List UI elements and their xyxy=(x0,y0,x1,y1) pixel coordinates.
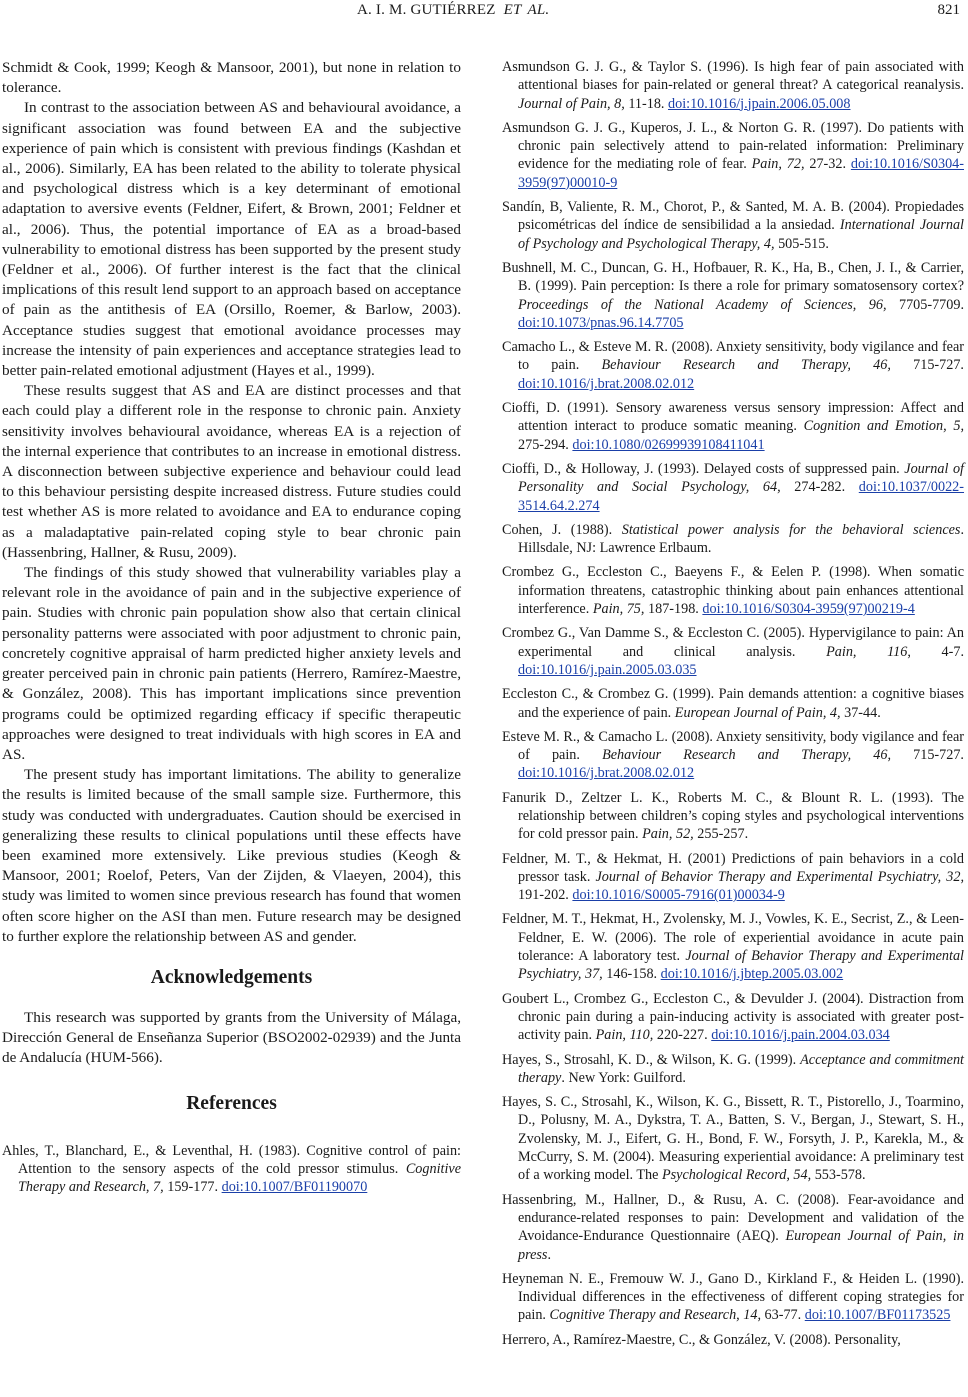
reference-text: Cioffi, D., & Holloway, J. (1993). Delayed costs of suppressed pain. xyxy=(502,460,905,477)
author-running-head: A. I. M. GUTIÉRREZ xyxy=(357,2,496,18)
reference-item xyxy=(502,399,964,454)
reference-pages: 7705-7709. xyxy=(886,296,964,313)
reference-text: Asmundson G. J. G., & Taylor S. (1996). Is high fear of pain associated with attentional biases for pain-related or general threat? A categorical reanalysis. xyxy=(502,59,964,94)
reference-text: Heyneman N. E., Fremouw W. J., Gano D., Kirkland F., & Heiden L. (1990). Individual differences in the effectiveness of different coping strategies for pain. xyxy=(502,1270,964,1324)
reference-journal: Cognitive Therapy and Research, 7, xyxy=(18,1160,461,1196)
reference-text: Bushnell, M. C., Duncan, G. H., Hofbauer, R. K., Ha, B., Chen, J. I., & Carrier, B. (1999). Pain perception: Is there a role for primary somatosensory cortex? xyxy=(502,259,964,295)
reference-item xyxy=(502,338,964,393)
acknowledgements-text: This research was supported by grants from the University of Málaga, Dirección General de Enseñanza Superior (BSO2002-02939) and the Junta de Andalucía (HUM-566). xyxy=(2,1008,461,1067)
reference-pages: 27-32. xyxy=(804,156,851,173)
reference-journal: Behaviour Research and Therapy, 46, xyxy=(601,357,891,374)
reference-journal: Statistical power analysis for the behavioral sciences xyxy=(621,521,961,538)
reference-journal: Pain, 116 xyxy=(826,643,908,660)
doi-link[interactable]: doi:10.1080/02699939108411041 xyxy=(572,436,765,453)
reference-item xyxy=(502,259,964,332)
doi-link[interactable]: doi:10.1037/0022-3514.64.2.274 xyxy=(518,479,965,514)
reference-text: Ahles, T., Blanchard, E., & Leventhal, H. (1983). Cognitive control of pain: Attention to the sensory aspects of the cold pressor stimulus. xyxy=(2,1142,461,1177)
al-italic: AL. xyxy=(527,2,550,18)
body-paragraph: The present study has important limitations. The ability to generalize the results is limited because of the small sample size. Furthermore, this study was conducted with undergraduates. Caution should be exercised in generalizing these results to clinical populations until these effects have been examined more extensively. Like previous studies (Keogh & Mansoor, 2001; Roelof, Peters, Van der Zijden, & Vlaeyen, 2004), this study was limited to women since previous research has found that women often score higher on the ASI than men. Future research may be designed to further explore the relationship between AS and gender. xyxy=(2,766,461,945)
reference-text: Fanurik D., Zeltzer L. K., Roberts M. C., & Blount R. L. (1993). The relationship between children’s coping styles and psychological interventions for cold pressor pain. xyxy=(502,789,964,843)
reference-item xyxy=(502,1051,964,1088)
reference-item xyxy=(502,789,964,844)
reference-pages: 275-294. xyxy=(518,436,573,453)
reference-journal: Pain, 75, xyxy=(592,601,645,618)
reference-item xyxy=(502,1191,964,1264)
reference-journal: European Journal of Pain, 4, xyxy=(674,704,841,721)
reference-journal: International Journal of Psychology and Psychological Therapy, 4, xyxy=(518,217,965,252)
reference-text: Hassenbring, M., Hallner, D., & Rusu, A. C. (2008). Fear-avoidance and endurance-related responses to pain: Development and validation of the Avoidance-Endurance Questionnaire (AEQ). xyxy=(502,1191,964,1245)
reference-text: Cohen, J. (1988). xyxy=(502,521,622,538)
et-italic: ET xyxy=(503,2,522,18)
reference-journal: Journal of Personality and Social Psychology, 64, xyxy=(518,460,964,496)
reference-journal: Journal of Pain, 8, xyxy=(518,95,625,112)
reference-journal: Pain, 52, xyxy=(642,826,694,843)
reference-item xyxy=(502,58,964,113)
body-paragraph: The findings of this study showed that vulnerability variables play a relevant role in the avoidance of pain and in the subjective experience of pain. Studies with chronic pain population show also that certain clinical personality patterns were associated with poor adjustment to chronic pain, concretely cognitive appraisal of harm predicted higher anxiety levels and greater perceived pain in chronic pain patients (Herrero, Ramírez-Maestre, & González, 2008). This has important implications since prevention programs could be optimized regarding efficacy if specific therapeutic approaches were designed to treat individuals with high scores in EA and AS. xyxy=(2,564,461,763)
reference-pages: 146-158. xyxy=(602,966,661,983)
reference-pages: . New York: Guilford. xyxy=(561,1069,686,1086)
reference-item xyxy=(502,990,964,1045)
running-head xyxy=(357,2,549,19)
references-heading: References xyxy=(186,1092,277,1114)
reference-pages: , 4-7. xyxy=(907,643,964,660)
reference-text: Feldner, M. T., & Hekmat, H. (2001) Predictions of pain behaviors in a cold pressor task. xyxy=(502,850,964,885)
reference-text: Asmundson G. J. G., Kuperos, J. L., & Norton G. R. (1997). Do patients with chronic pain selectively attend to pain-related information: Preliminary evidence for the mediating role of fear. xyxy=(502,119,964,173)
reference-item xyxy=(502,624,964,679)
reference-item xyxy=(502,1270,964,1325)
reference-pages: 255-257. xyxy=(693,826,749,843)
reference-text: Camacho L., & Esteve M. R. (2008). Anxiety sensitivity, body vigilance and fear to pain. xyxy=(502,339,964,374)
reference-text: Feldner, M. T., Hekmat, H., Zvolensky, M. J., Vowles, K. E., Secrist, Z., & Leen-Feldner, E. W. (2006). The role of experiential avoidance in acute pain tolerance: A laboratory test. xyxy=(502,911,964,965)
doi-link[interactable]: doi:10.1016/j.pain.2004.03.034 xyxy=(711,1027,890,1044)
reference-text: Crombez G., Van Damme S., & Eccleston C. (2005). Hypervigilance to pain: An experimental and clinical analysis. xyxy=(502,625,964,660)
doi-link[interactable]: doi:10.1016/S0005-7916(01)00034-9 xyxy=(572,887,785,904)
doi-link[interactable]: doi:10.1073/pnas.96.14.7705 xyxy=(518,314,684,331)
reference-pages: 11-18. xyxy=(624,95,669,112)
reference-item xyxy=(502,563,964,618)
reference-pages: . Hillsdale, NJ: Lawrence Erlbaum. xyxy=(518,521,964,557)
reference-pages: . xyxy=(547,1246,551,1263)
page-number: 821 xyxy=(937,2,960,18)
reference-journal: Proceedings of the National Academy of Sciences, 96, xyxy=(518,296,887,313)
running-header xyxy=(0,2,968,22)
reference-pages: 220-227. xyxy=(653,1027,712,1044)
reference-item xyxy=(502,198,964,253)
doi-link[interactable]: doi:10.1016/j.jpain.2006.05.008 xyxy=(668,95,851,112)
doi-link[interactable]: doi:10.1016/S0304-3959(97)00219-4 xyxy=(702,601,915,618)
reference-item xyxy=(502,850,964,905)
reference-journal: Behaviour Research and Therapy, 46, xyxy=(602,747,892,764)
reference-text: Herrero, A., Ramírez-Maestre, C., & González, V. (2008). Personality, xyxy=(502,1331,901,1348)
doi-link[interactable]: doi:10.1007/BF01190070 xyxy=(221,1179,368,1196)
doi-link[interactable]: doi:10.1016/j.pain.2005.03.035 xyxy=(518,661,697,678)
body-paragraph: In contrast to the association between AS and behavioural avoidance, a significant association was found between EA and the subjective experience of pain which is consistent with previous findings (Kashdan et al., 2006). Similarly, EA has been related to the ability to tolerate physical and psychological distress which is a key determinant of emotional adaptation to aversive events (Feldner, Eifert, & Brown, 2001; Feldner et al., 2006). Thus, the potential importance of EA as a broad-based vulnerability to emotional distress has been supported by the present study (Feldner et al., 2006). Of further interest is the fact that the clinical implications of this result lend support to an approach based on acceptance of pain as the antithesis of EA (Orsillo, Roemer, & Barlow, 2003). Acceptance studies suggest that emotional avoidance processes may increase the intensity of pain experiences and acceptance strategies lead to better pain-related emotional adjustment (Hayes et al., 1999). xyxy=(2,99,461,380)
reference-journal: Acceptance and commitment therapy xyxy=(518,1051,964,1086)
reference-text: Sandín, B, Valiente, R. M., Chorot, P., & Santed, M. A. B. (2004). Propiedades psicométricas del índice de sensibilidad a la ansiedad. xyxy=(502,199,964,234)
body-paragraph: Schmidt & Cook, 1999; Keogh & Mansoor, 2001), but none in relation to tolerance. xyxy=(2,59,461,97)
reference-pages: 274-282. xyxy=(780,479,859,496)
reference-text: Esteve M. R., & Camacho L. (2008). Anxiety sensitivity, body vigilance and fear of pain. xyxy=(502,728,964,764)
reference-text: Eccleston C., & Crombez G. (1999). Pain demands attention: a cognitive biases and the experience of pain. xyxy=(502,686,964,721)
reference-item xyxy=(502,728,964,783)
body-paragraph: These results suggest that AS and EA are distinct processes and that each could play a different role in the response to chronic pain. Anxiety sensitivity involves behavioural avoidance, whereas EA is a rejection of the internal experience that contributes to an increase in emotional distress. A disconnection between subjective experience and behaviour could lead to this behaviour persisting despite increased distress. Future studies could test whether AS is more related to avoidance and EA to endurance coping as a maladaptative pain-related coping style to bear chronic pain (Hassenbring, Hallner, & Rusu, 2009). xyxy=(2,382,461,561)
reference-journal: Journal of Behavior Therapy and Experimental Psychiatry, 37, xyxy=(518,948,964,983)
reference-text: Cioffi, D. (1991). Sensory awareness versus sensory impression: Affect and attention interact to produce somatic meaning. xyxy=(502,400,964,435)
reference-journal: Psychological Record, 54, xyxy=(661,1167,812,1184)
reference-text: Hayes, S. C., Strosahl, K., Wilson, K. G., Bissett, R. T., Pistorello, J., Toarmino, D., Polusny, M. A., Dykstra, T. A., Batten, S. V., Bergan, J., Stewart, S. H., Zvolensky, M. J., Eifert, G. H., Bond, F. W., Forsyth, J. P., Karekla, M., & McCurry, S. M. (2004). Measuring experiential avoidance: A preliminary test of a working model. The xyxy=(502,1094,964,1184)
left-column xyxy=(2,58,461,1196)
reference-pages: 715-727. xyxy=(890,357,964,374)
reference-journal: European Journal of Pain, in press xyxy=(518,1228,964,1263)
reference-pages: 37-44. xyxy=(840,704,881,721)
doi-link[interactable]: doi:10.1007/BF01173525 xyxy=(804,1307,951,1324)
reference-text: Hayes, S., Strosahl, K. D., & Wilson, K. G. (1999). xyxy=(502,1051,801,1068)
reference-item xyxy=(502,460,964,515)
reference-journal: Pain, 72, xyxy=(751,156,805,173)
reference-item xyxy=(502,1093,964,1184)
doi-link[interactable]: doi:10.1016/j.brat.2008.02.012 xyxy=(518,375,695,392)
reference-pages: 63-77. xyxy=(761,1307,805,1324)
reference-pages: 159-177. xyxy=(163,1179,222,1196)
acknowledgements-heading: Acknowledgements xyxy=(150,966,313,988)
reference-item xyxy=(2,1142,461,1197)
reference-pages: 505-515. xyxy=(774,235,829,252)
reference-text: Goubert L., Crombez G., Eccleston C., & Devulder J. (2004). Distraction from chronic pain during a pain-inducing activity is associated with greater post-activity pain. xyxy=(502,990,964,1044)
references-list-right xyxy=(502,58,964,1355)
reference-journal: Cognition and Emotion, 5, xyxy=(803,418,964,435)
reference-item xyxy=(502,119,964,192)
reference-pages: 191-202. xyxy=(518,887,573,904)
reference-item xyxy=(502,685,964,722)
reference-pages: 553-578. xyxy=(811,1167,866,1184)
reference-journal: Cognitive Therapy and Research, 14, xyxy=(549,1307,761,1324)
reference-item xyxy=(502,521,964,558)
reference-journal: Journal of Behavior Therapy and Experimental Psychiatry, 32, xyxy=(595,868,964,885)
reference-journal: Pain, 110, xyxy=(595,1027,654,1044)
doi-link[interactable]: doi:10.1016/j.brat.2008.02.012 xyxy=(518,765,695,782)
doi-link[interactable]: doi:10.1016/j.jbtep.2005.03.002 xyxy=(660,966,844,983)
reference-text: Crombez G., Eccleston C., Baeyens F., & Eelen P. (1998). When somatic information threatens, catastrophic thinking about pain enhances attentional interference. xyxy=(502,564,964,618)
reference-pages: 187-198. xyxy=(644,601,703,618)
references-list-left xyxy=(2,1142,461,1197)
reference-item xyxy=(502,1331,964,1349)
reference-pages: 715-727. xyxy=(891,747,964,764)
doi-link[interactable]: doi:10.1016/S0304-3959(97)00010-9 xyxy=(518,156,964,191)
reference-item xyxy=(502,910,964,983)
